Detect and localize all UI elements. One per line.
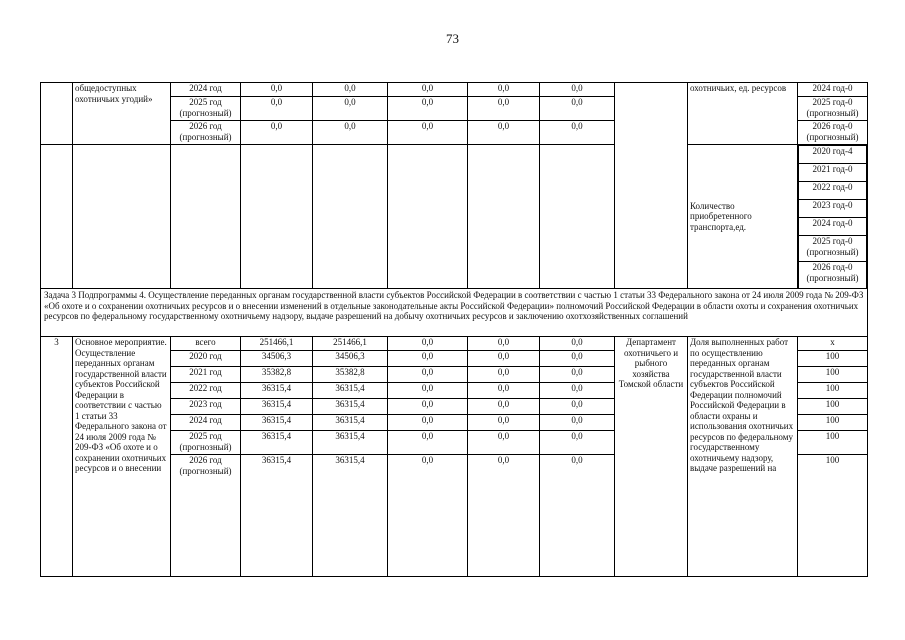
task-row [41, 289, 868, 337]
indicator-value: 100 [798, 351, 868, 367]
value-cell: 0,0 [388, 121, 468, 145]
indicator-value: 2020 год-4 [799, 146, 867, 164]
executor-cell: Департамент охотничьего и рыбного хозяйства Томской области [615, 337, 688, 577]
value-cell: 0,0 [468, 121, 540, 145]
measure-name [73, 145, 171, 289]
indicator-values [798, 145, 868, 289]
indicator-value: 100 [798, 367, 868, 383]
executor-cell [615, 83, 688, 289]
indicator-value: 100 [798, 455, 868, 577]
indicator-name: охотничьих, ед. ресурсов [688, 83, 798, 145]
value-cell: 0,0 [468, 97, 540, 121]
value-cell: 35382,8 [241, 367, 313, 383]
value-cell: 36315,4 [241, 383, 313, 399]
value-cell: 0,0 [468, 351, 540, 367]
value-cell: 0,0 [468, 431, 540, 455]
value-cell: 251466,1 [313, 337, 388, 351]
indicator-value: 2023 год-0 [799, 200, 867, 218]
value-cell [313, 145, 388, 289]
value-cell: 0,0 [468, 83, 540, 97]
year-cell: 2020 год [171, 351, 241, 367]
year-cell: 2023 год [171, 399, 241, 415]
value-cell: 36315,4 [313, 455, 388, 577]
value-cell: 35382,8 [313, 367, 388, 383]
value-cell: 36315,4 [241, 431, 313, 455]
measure-name: Основное мероприятие. Осуществление переданных органам государственной власти субъектов Российской Федерации в соответствии с частью 1 статьи 33 Федерального закона от 24 июля 2009 года № 209-ФЗ «Об охоте и о сохранении охотничьих ресурсов и о внесении [73, 337, 171, 577]
year-cell: 2026 год (прогнозный) [171, 455, 241, 577]
value-cell: 0,0 [468, 415, 540, 431]
value-cell: 0,0 [468, 455, 540, 577]
value-cell: 0,0 [388, 337, 468, 351]
value-cell: 0,0 [241, 83, 313, 97]
value-cell: 0,0 [241, 121, 313, 145]
value-cell: 0,0 [540, 367, 615, 383]
indicator-value: 2021 год-0 [799, 164, 867, 182]
value-cell: 0,0 [540, 351, 615, 367]
year-cell: 2022 год [171, 383, 241, 399]
indicator-value: 2025 год-0 (прогнозный) [799, 236, 867, 262]
value-cell: 0,0 [388, 383, 468, 399]
value-cell: 0,0 [540, 383, 615, 399]
value-cell: 0,0 [388, 351, 468, 367]
value-cell: 0,0 [241, 97, 313, 121]
value-cell [388, 145, 468, 289]
value-cell: 36315,4 [313, 399, 388, 415]
indicator-value: 100 [798, 399, 868, 415]
num-cell [41, 145, 73, 289]
value-cell: 0,0 [540, 83, 615, 97]
indicator-value: 100 [798, 383, 868, 399]
indicator-value: 100 [798, 431, 868, 455]
value-cell: 36315,4 [241, 455, 313, 577]
value-cell: 0,0 [468, 337, 540, 351]
measure-name: общедоступных охотничьих угодий» [73, 83, 171, 145]
indicator-value: 2025 год-0 (прогнозный) [798, 97, 868, 121]
value-cell [241, 145, 313, 289]
year-cell: всего [171, 337, 241, 351]
indicator-value: 2022 год-0 [799, 182, 867, 200]
year-cell: 2024 год [171, 415, 241, 431]
value-cell: 0,0 [388, 97, 468, 121]
indicator-value: 2024 год-0 [799, 218, 867, 236]
value-cell: 36315,4 [313, 415, 388, 431]
indicator-value: 2024 год-0 [798, 83, 868, 97]
indicator-value: 2026 год-0 (прогнозный) [799, 262, 867, 288]
value-cell: 0,0 [540, 399, 615, 415]
num-cell: 3 [41, 337, 73, 577]
value-cell: 251466,1 [241, 337, 313, 351]
program-table [40, 82, 868, 577]
value-cell: 34506,3 [313, 351, 388, 367]
table-row [41, 145, 868, 289]
table-row [41, 337, 868, 351]
year-cell: 2025 год (прогнозный) [171, 431, 241, 455]
value-cell: 0,0 [540, 415, 615, 431]
value-cell: 0,0 [388, 415, 468, 431]
year-cell: 2024 год [171, 83, 241, 97]
num-cell [41, 83, 73, 145]
value-cell: 0,0 [540, 121, 615, 145]
value-cell: 0,0 [388, 83, 468, 97]
indicator-value: x [798, 337, 868, 351]
indicator-name: Количество приобретенного транспорта,ед. [688, 145, 798, 289]
value-cell: 0,0 [540, 455, 615, 577]
page-number: 73 [446, 31, 459, 46]
value-cell: 0,0 [468, 367, 540, 383]
value-cell [468, 145, 540, 289]
value-cell: 36315,4 [241, 415, 313, 431]
value-cell: 34506,3 [241, 351, 313, 367]
indicator-name: Доля выполненных работ по осуществлению переданных органам государственной власти субъектов Российской Федерации полномочий Российской Федерации в области охраны и использования охотничьих ресурсов по федеральному государственному охотничьему надзору, выдаче разрешений на [688, 337, 798, 577]
value-cell: 0,0 [540, 337, 615, 351]
value-cell: 0,0 [468, 383, 540, 399]
value-cell: 0,0 [313, 83, 388, 97]
year-cell: 2025 год (прогнозный) [171, 97, 241, 121]
value-cell: 36315,4 [241, 399, 313, 415]
value-cell: 36315,4 [313, 383, 388, 399]
value-cell [540, 145, 615, 289]
value-cell: 0,0 [313, 97, 388, 121]
value-cell: 0,0 [468, 399, 540, 415]
year-cell: 2026 год (прогнозный) [171, 121, 241, 145]
value-cell: 0,0 [388, 367, 468, 383]
year-cell [171, 145, 241, 289]
indicator-value: 100 [798, 415, 868, 431]
year-cell: 2021 год [171, 367, 241, 383]
value-cell: 0,0 [388, 399, 468, 415]
table-row [41, 83, 868, 97]
value-cell: 36315,4 [313, 431, 388, 455]
value-cell: 0,0 [388, 455, 468, 577]
value-cell: 0,0 [540, 431, 615, 455]
task-text: Задача 3 Подпрограммы 4. Осуществление переданных органам государственной власти субъектов Российской Федерации в соответствии с частью 1 статьи 33 Федерального закона от 24 июля 2009 года № 209-ФЗ «Об охоте и о сохранении охотничьих ресурсов и о внесении изменений в отдельные законодательные акты Российской Федерации» полномочий Российской Федерации в области охоты и сохранения охотничьих ресурсов по федеральному государственному охотничьему надзору, выдаче разрешений на добычу охотничьих ресурсов и заключению охотхозяйственных соглашений [41, 289, 868, 337]
value-cell: 0,0 [313, 121, 388, 145]
value-cell: 0,0 [540, 97, 615, 121]
value-cell: 0,0 [388, 431, 468, 455]
indicator-value: 2026 год-0 (прогнозный) [798, 121, 868, 145]
